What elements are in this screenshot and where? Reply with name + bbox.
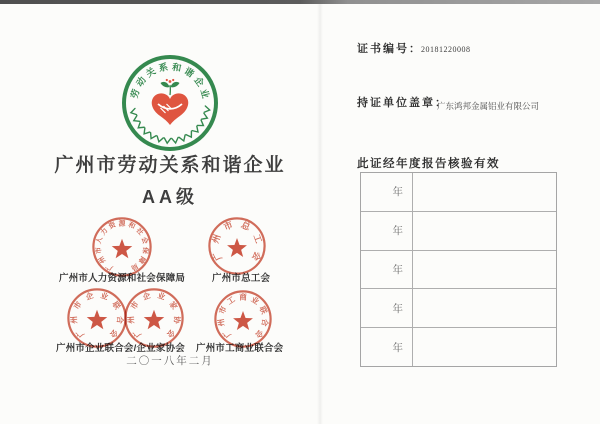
- official-seal-commerce-fed: [214, 290, 272, 348]
- svg-text:资: 资: [107, 221, 117, 231]
- sprout-leaf-icon: [171, 82, 180, 87]
- record-cell: [413, 251, 556, 289]
- year-cell: 年: [361, 328, 413, 366]
- svg-text:州: 州: [216, 318, 227, 328]
- heart-handshake-icon: [152, 79, 189, 125]
- record-cell: [413, 212, 556, 250]
- verify-table-title: 此证经年度报告核验有效: [357, 158, 500, 170]
- svg-text:谐: 谐: [182, 65, 196, 80]
- svg-text:会: 会: [108, 327, 120, 340]
- record-cell: [413, 173, 556, 211]
- svg-text:协: 协: [172, 315, 182, 325]
- year-cell: 年: [361, 251, 413, 289]
- svg-text:动: 动: [134, 74, 148, 89]
- svg-text:会: 会: [250, 249, 263, 263]
- star-icon: [87, 310, 108, 330]
- svg-text:企: 企: [192, 74, 206, 89]
- svg-text:市: 市: [128, 299, 141, 312]
- svg-text:州: 州: [210, 232, 223, 245]
- seal-caption-trade-union: 广州市总工会: [212, 273, 271, 284]
- record-cell: [413, 328, 556, 366]
- berry-icon: [169, 80, 172, 83]
- official-seal-trade-union: [208, 217, 266, 275]
- svg-text:和: 和: [127, 221, 137, 231]
- svg-text:劳: 劳: [129, 87, 142, 100]
- svg-text:州: 州: [97, 254, 108, 265]
- svg-text:关: 关: [144, 65, 158, 80]
- svg-text:市: 市: [217, 304, 229, 316]
- svg-text:会: 会: [253, 328, 266, 340]
- star-icon: [112, 239, 133, 259]
- seal-svg: [208, 217, 266, 275]
- star-icon: [227, 238, 247, 257]
- official-seal-enterprise-fed: [67, 288, 127, 348]
- verify-table: [360, 172, 557, 367]
- svg-text:源: 源: [118, 220, 126, 228]
- scan-edge-artifact: [0, 0, 600, 4]
- svg-text:市: 市: [71, 299, 84, 312]
- star-icon: [233, 311, 253, 330]
- issue-date: 二〇一八年二月: [126, 355, 214, 367]
- svg-text:家: 家: [167, 299, 180, 312]
- svg-text:社: 社: [134, 227, 145, 237]
- holder-stamp-label: 持证单位盖章：: [357, 97, 448, 109]
- svg-text:联: 联: [110, 299, 123, 312]
- seal-svg: [92, 217, 152, 277]
- svg-text:系: 系: [157, 61, 169, 74]
- svg-text:局: 局: [129, 261, 140, 272]
- svg-text:人: 人: [95, 236, 105, 245]
- certificate-title: 广州市劳动关系和谐企业: [54, 155, 286, 176]
- holder-company-name: 广东鸿邦金属铝业有限公司: [437, 101, 540, 111]
- verify-table-row: [361, 327, 556, 366]
- svg-text:市: 市: [95, 246, 104, 255]
- verify-table-row: [361, 211, 556, 250]
- seal-svg: [124, 288, 184, 348]
- svg-text:市: 市: [222, 219, 235, 233]
- svg-text:和: 和: [171, 61, 183, 74]
- seal-svg: [214, 290, 272, 348]
- cert-number-value: 20181220008: [421, 45, 471, 54]
- svg-text:会: 会: [165, 327, 177, 340]
- berry-icon: [172, 79, 174, 81]
- svg-text:业: 业: [198, 87, 211, 100]
- year-cell: 年: [361, 212, 413, 250]
- svg-text:会: 会: [139, 236, 149, 245]
- svg-text:业: 业: [156, 290, 167, 302]
- seal-svg: [67, 288, 127, 348]
- seal-caption-commerce-fed: 广州市工商业联合会: [196, 343, 284, 354]
- svg-text:广: 广: [104, 261, 115, 272]
- svg-text:障: 障: [136, 254, 147, 265]
- official-seal-entrepreneurs: [124, 288, 184, 348]
- svg-text:商: 商: [239, 292, 247, 302]
- sprout-leaf-icon: [161, 82, 170, 87]
- svg-text:联: 联: [257, 304, 269, 316]
- svg-text:广: 广: [220, 328, 233, 340]
- svg-text:企: 企: [141, 290, 152, 302]
- svg-text:保: 保: [140, 246, 149, 255]
- svg-text:广: 广: [131, 327, 143, 340]
- svg-text:州: 州: [69, 315, 79, 325]
- svg-text:企: 企: [84, 290, 95, 302]
- seal-caption-hr-bureau: 广州市人力资源和社会保障局: [59, 273, 186, 284]
- cert-number-label: 证书编号：: [357, 43, 422, 55]
- verify-table-row: [361, 250, 556, 289]
- svg-text:业: 业: [249, 294, 261, 307]
- year-cell: 年: [361, 289, 413, 327]
- certificate-grade: AA级: [142, 187, 198, 207]
- berry-icon: [166, 79, 168, 81]
- verify-table-row: [361, 288, 556, 327]
- svg-text:业: 业: [99, 290, 110, 302]
- svg-text:州: 州: [126, 315, 136, 325]
- star-icon: [144, 310, 165, 330]
- svg-text:合: 合: [259, 318, 270, 328]
- svg-text:力: 力: [99, 227, 110, 237]
- svg-text:广: 广: [211, 249, 224, 263]
- seal-caption-enterprise-fed: 广州市企业联合会/企业家协会: [56, 343, 185, 354]
- svg-text:广: 广: [74, 327, 86, 340]
- record-cell: [413, 289, 556, 327]
- harmony-emblem: [120, 53, 220, 153]
- official-seal-hr-bureau: [92, 217, 152, 277]
- svg-text:合: 合: [115, 315, 125, 325]
- year-cell: 年: [361, 173, 413, 211]
- svg-text:工: 工: [251, 232, 264, 245]
- svg-text:工: 工: [225, 294, 237, 307]
- verify-table-row: [361, 173, 556, 211]
- svg-text:总: 总: [239, 219, 252, 233]
- emblem-svg: [120, 53, 220, 153]
